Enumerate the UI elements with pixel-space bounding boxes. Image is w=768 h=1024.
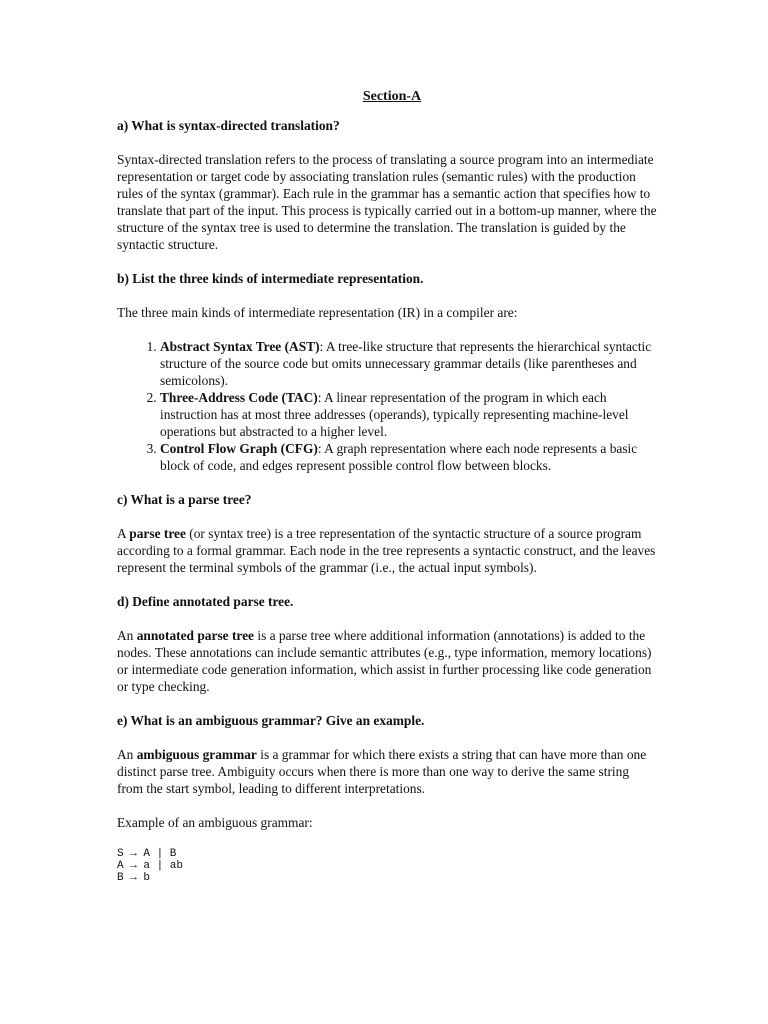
list-item [160, 338, 657, 389]
document-page [117, 88, 657, 884]
list-item-term: Control Flow Graph (CFG) [160, 441, 318, 456]
answer-c [117, 525, 657, 576]
answer-e-term: ambiguous grammar [136, 747, 257, 762]
answer-d-prefix: An [117, 628, 137, 643]
list-item-desc: : A tree-like structure that represents the hierarchical syntactic structure of the source code but omits unnecessary grammar details (like parentheses and semicolons). [160, 339, 652, 388]
grammar-code-block [117, 848, 657, 884]
answer-e-rest: is a grammar for which there exists a string that can have more than one distinct parse tree. Ambiguity occurs when there is more than one way to derive the same string from the start symbol, leading to different interpretations. [117, 747, 647, 796]
list-item-desc: : A graph representation where each node represents a basic block of code, and edges represent possible control flow between blocks. [160, 441, 638, 473]
answer-c-prefix: A [117, 526, 130, 541]
answer-c-term: parse tree [129, 526, 186, 541]
question-d: d) Define annotated parse tree. [117, 594, 294, 609]
grammar-rule: S → A | B [117, 848, 177, 860]
answer-e [117, 746, 657, 797]
example-intro: Example of an ambiguous grammar: [117, 815, 313, 830]
list-item-term: Abstract Syntax Tree (AST) [160, 339, 320, 354]
answer-d-rest: is a parse tree where additional information (annotations) is added to the nodes. These annotations can include semantic attributes (e.g., type information, memory locations) or intermediate code generation information, which assist in further processing like code generation or type checking. [117, 628, 652, 694]
list-item-term: Three-Address Code (TAC) [160, 390, 318, 405]
answer-b-intro: The three main kinds of intermediate representation (IR) in a compiler are: [117, 305, 518, 320]
list-item [160, 440, 657, 474]
question-b: b) List the three kinds of intermediate representation. [117, 271, 424, 286]
list-item-desc: : A linear representation of the program in which each instruction has at most three addresses (operands), typically representing machine-level operations but abstracted to a higher level. [160, 390, 629, 439]
ir-list [117, 338, 657, 474]
grammar-rule: A → a | ab [117, 860, 184, 872]
list-item [160, 389, 657, 440]
answer-d-term: annotated parse tree [136, 628, 254, 643]
answer-e-prefix: An [117, 747, 137, 762]
question-e: e) What is an ambiguous grammar? Give an example. [117, 713, 425, 728]
grammar-rule: B → b [117, 872, 151, 884]
question-a: a) What is syntax-directed translation? [117, 118, 340, 133]
section-title: Section-A [362, 89, 422, 104]
answer-d [117, 627, 657, 695]
question-c: c) What is a parse tree? [117, 492, 252, 507]
answer-a: Syntax-directed translation refers to the process of translating a source program into an intermediate representation or target code by associating translation rules (semantic rules) with the production rules of the syntax (grammar). Each rule in the grammar has a semantic action that specifies how to translate that part of the input. This process is typically carried out in a bottom-up manner, where the structure of the syntax tree is used to determine the translation. The translation is guided by the syntactic structure. [117, 152, 657, 252]
answer-c-rest: (or syntax tree) is a tree representation of the syntactic structure of a source program according to a formal grammar. Each node in the tree represents a syntactic construct, and the leaves represent the terminal symbols of the grammar (i.e., the actual input symbols). [117, 526, 656, 575]
